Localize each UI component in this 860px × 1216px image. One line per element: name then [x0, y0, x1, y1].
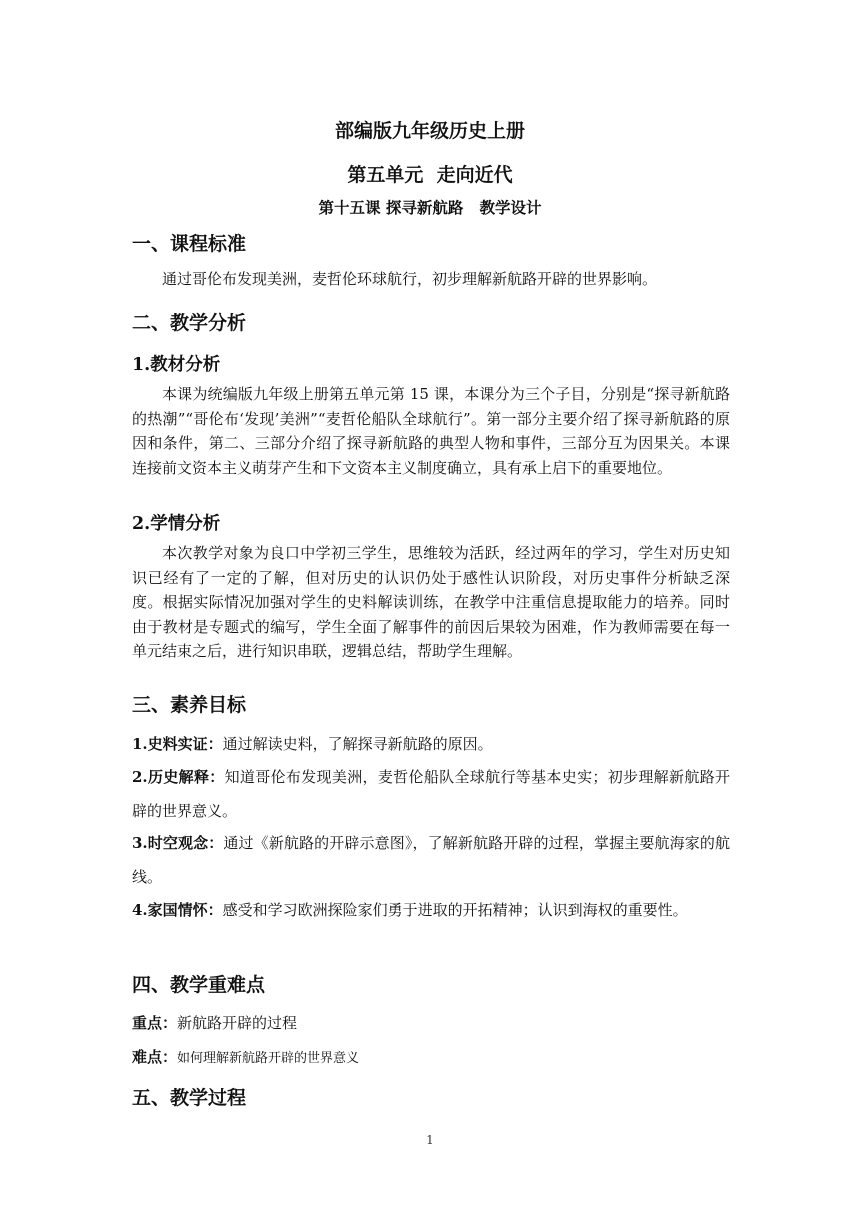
student-analysis-text: 本次教学对象为良口中学初三学生，思维较为活跃，经过两年的学习，学生对历史知识已经有了一定的了解，但对历史的认识仍处于感性认识阶段，对历史事件分析缺乏深度。根据实际情况加强对学生的史料解读训练，在教学中注重信息提取能力的培养。同时由于教材是专题式的编写，学生全面了解事件的前因后果较为困难，作为教师需要在每一单元结束之后，进行知识串联，逻辑总结，帮助学生理解。 [132, 544, 730, 660]
goal-text: 通过《新航路的开辟示意图》，了解新航路开辟的过程，掌握主要航海家的航线。 [132, 834, 730, 886]
goal-label: 3.时空观念： [132, 834, 224, 852]
section-heading-goals: 三、素养目标 [132, 694, 247, 716]
goal-label: 4.家国情怀： [132, 901, 223, 919]
goal-item [132, 893, 730, 927]
section-heading-analysis: 二、教学分析 [132, 312, 247, 334]
section-heading-key-points: 四、教学重难点 [132, 974, 266, 996]
difficulty-point [132, 1040, 730, 1076]
textbook-analysis-text: 本课为统编版九年级上册第五单元第 15 课，本课分为三个子目，分别是“探寻新航路的热潮”“哥伦布‘发现’美洲”“麦哲伦船队全球航行”。第一部分主要介绍了探寻新航路的原因和条件，第二、三部分介绍了探寻新航路的典型人物和事件，三部分互为因果关。本课连接前文资本主义萌芽产生和下文资本主义制度确立，具有承上启下的重要地位。 [132, 385, 730, 477]
curriculum-text: 通过哥伦布发现美洲，麦哲伦环球航行，初步理解新航路开辟的世界影响。 [162, 270, 658, 288]
section-heading-curriculum: 一、课程标准 [132, 233, 247, 255]
goal-item [132, 727, 730, 761]
goal-text: 知道哥伦布发现美洲，麦哲伦船队全球航行等基本史实；初步理解新航路开辟的世界意义。 [132, 768, 730, 820]
goal-label: 2.历史解释： [132, 768, 225, 786]
document-title: 部编版九年级历史上册 [334, 120, 525, 142]
page-number: 1 [426, 1133, 434, 1147]
subheading-textbook-analysis: 1.教材分析 [132, 355, 221, 375]
difficulty-text: 如何理解新航路开辟的世界意义 [177, 1051, 360, 1066]
difficulty-label: 难点： [132, 1048, 178, 1066]
lesson-title: 第十五课 探寻新航路 教学设计 [318, 198, 542, 217]
subheading-student-analysis: 2.学情分析 [132, 514, 221, 534]
key-point-label: 重点： [132, 1014, 178, 1032]
section-heading-process: 五、教学过程 [132, 1087, 247, 1109]
key-point-text: 新航路开辟的过程 [177, 1014, 298, 1032]
key-point [132, 1006, 730, 1040]
unit-title: 第五单元 走向近代 [347, 164, 513, 186]
goal-item [132, 760, 730, 828]
goal-text: 通过解读史料，了解探寻新航路的原因。 [222, 735, 493, 753]
goal-item [132, 826, 730, 894]
goal-label: 1.史料实证： [132, 735, 223, 753]
goal-text: 感受和学习欧洲探险家们勇于进取的开拓精神；认识到海权的重要性。 [222, 901, 688, 919]
